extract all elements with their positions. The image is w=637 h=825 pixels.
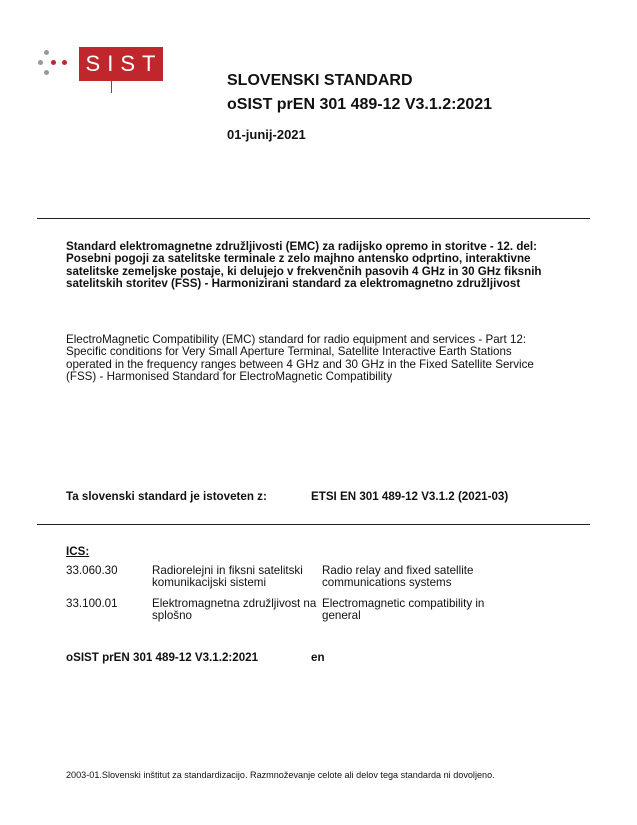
document-language: en xyxy=(311,651,325,664)
title-slovenian: Standard elektromagnetne združljivosti (EMC) za radijsko opremo in storitve - 12. del: Posebni pogoji za satelitske terminale z zelo majhno antensko odprtino, interaktivne satelitske zemeljske postaje, ki delujejo v frekvenčnih pasovih 4 GHz in 30 GHz fiksnih satelitskih storitev (FSS) - Harmonizirani standard za elektromagnetno združljivost xyxy=(66,240,542,291)
ics-desc-en: Electromagnetic compatibility in general xyxy=(322,597,485,623)
logo-dot xyxy=(38,60,43,65)
ics-code: 33.060.30 xyxy=(66,564,118,577)
ics-code: 33.100.01 xyxy=(66,597,118,610)
standard-type: SLOVENSKI STANDARD xyxy=(227,72,413,89)
ics-desc-en: Radio relay and fixed satellite communications systems xyxy=(322,564,474,590)
publication-date: 01-junij-2021 xyxy=(227,127,306,142)
divider-bottom xyxy=(37,524,590,525)
logo-text: SIST xyxy=(85,51,163,76)
divider-top xyxy=(37,218,590,219)
document-code: oSIST prEN 301 489-12 V3.1.2:2021 xyxy=(66,651,259,664)
logo-dot xyxy=(44,70,49,75)
logo-line xyxy=(111,81,112,93)
identical-label: Ta slovenski standard je istoveten z: xyxy=(66,490,267,503)
copyright-footer: 2003-01.Slovenski inštitut za standardizacijo. Razmnoževanje celote ali delov tega standarda ni dovoljeno. xyxy=(66,770,495,780)
ics-label: ICS: xyxy=(66,545,90,558)
logo-dot xyxy=(44,50,49,55)
logo-dot xyxy=(62,60,67,65)
identical-value: ETSI EN 301 489-12 V3.1.2 (2021-03) xyxy=(311,490,509,503)
standard-number: oSIST prEN 301 489-12 V3.1.2:2021 xyxy=(227,96,493,113)
logo-dot xyxy=(51,60,56,65)
ics-desc-sl: Elektromagnetna združljivost na splošno xyxy=(152,597,317,623)
title-english: ElectroMagnetic Compatibility (EMC) standard for radio equipment and services - Part 12: Specific conditions for Very Small Aperture Terminal, Satellite Interactive Earth Stations operated in the frequency ranges between 4 GHz and 30 GHz in the Fixed Satellite Service (FSS) - Harmonised Standard for ElectroMagnetic Compatibility xyxy=(66,333,534,384)
ics-desc-sl: Radiorelejni in fiksni satelitski komunikacijski sistemi xyxy=(152,564,303,590)
